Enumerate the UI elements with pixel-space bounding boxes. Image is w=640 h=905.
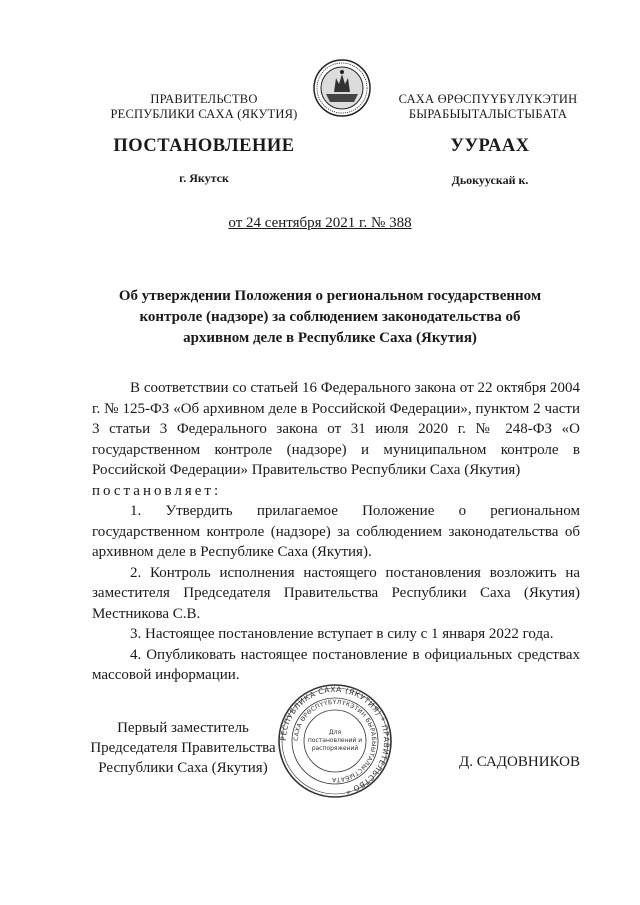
city-russian: г. Якутск bbox=[179, 171, 229, 185]
header-right-line2: БЫРАБЫЫТАЛЫСТЫБАТА bbox=[408, 107, 568, 121]
government-header-russian bbox=[110, 92, 298, 122]
header-left-line1: ПРАВИТЕЛЬСТВО bbox=[150, 92, 258, 106]
government-header-yakut bbox=[380, 92, 596, 122]
document-subject: Об утверждении Положения о региональном государственном контроле (надзоре) за соблюдением законодательства об архивном деле в Республике Саха (Якутия) bbox=[118, 288, 542, 346]
stamp-outer-text: РЕСПУБЛИКА САХА (ЯКУТИЯ) * ПРАВИТЕЛЬСТВО * bbox=[278, 684, 392, 796]
preamble-paragraph: В соответствии со статьей 16 Федерального закона от 22 октября 2004 г. № 125-ФЗ «Об архивном деле в Российской Федерации», пунктом 2 части 3 статьи 3 Федерального закона от 31 июля 2020 г. № 248-ФЗ «О государственном контроле (надзоре) и муниципальном контроле в Российской Федерации» Правительство Республики Саха (Якутия) bbox=[92, 380, 580, 478]
signatory-name: Д. САДОВНИКОВ bbox=[458, 754, 580, 770]
document-type-yakut: УУРААХ bbox=[450, 136, 530, 156]
coat-of-arms-emblem bbox=[312, 58, 372, 118]
position-line2: Председателя Правительства bbox=[90, 740, 276, 756]
item-paragraph: 2. Контроль исполнения настоящего постановления возложить на заместителя Председателя Правительства Республики Саха (Якутия) Местникова С.В. bbox=[92, 564, 580, 622]
stamp-center-line2: постановлений и bbox=[307, 737, 363, 744]
stamp-center-line1: Для bbox=[328, 729, 342, 736]
stamp-center-line3: распоряжений bbox=[311, 745, 359, 752]
position-line3: Республики Саха (Якутия) bbox=[98, 760, 268, 776]
position-line1: Первый заместитель bbox=[117, 720, 249, 736]
item-paragraph: 3. Настоящее постановление вступает в силу с 1 января 2022 года. bbox=[130, 626, 554, 642]
document-type-russian: ПОСТАНОВЛЕНИЕ bbox=[113, 136, 295, 156]
document-date-number: от 24 сентября 2021 г. № 388 bbox=[228, 215, 412, 231]
official-seal-stamp bbox=[276, 682, 394, 800]
document-body bbox=[92, 378, 580, 686]
city-yakut: Дьокуускай к. bbox=[451, 173, 529, 187]
stamp-inner-text: САХА ӨРӨСПҮҮБҮЛҮКЭТИН БЫРАБЫЫТАЛЫСТЫБАТА bbox=[292, 698, 378, 784]
header-right-line1: САХА ӨРӨСПҮҮБҮЛҮКЭТИН bbox=[398, 92, 578, 106]
item-paragraph: 1. Утвердить прилагаемое Положение о региональном государственном контроле (надзоре) за соблюдением законодательства об архивном деле в Республике Саха (Якутия). bbox=[92, 503, 580, 560]
item-paragraph: 4. Опубликовать настоящее постановление в официальных средствах массовой информации. bbox=[92, 646, 580, 683]
signatory-position bbox=[90, 718, 276, 778]
resolves-line: постановляет: bbox=[92, 482, 222, 499]
header-left-line2: РЕСПУБЛИКИ САХА (ЯКУТИЯ) bbox=[110, 107, 298, 121]
